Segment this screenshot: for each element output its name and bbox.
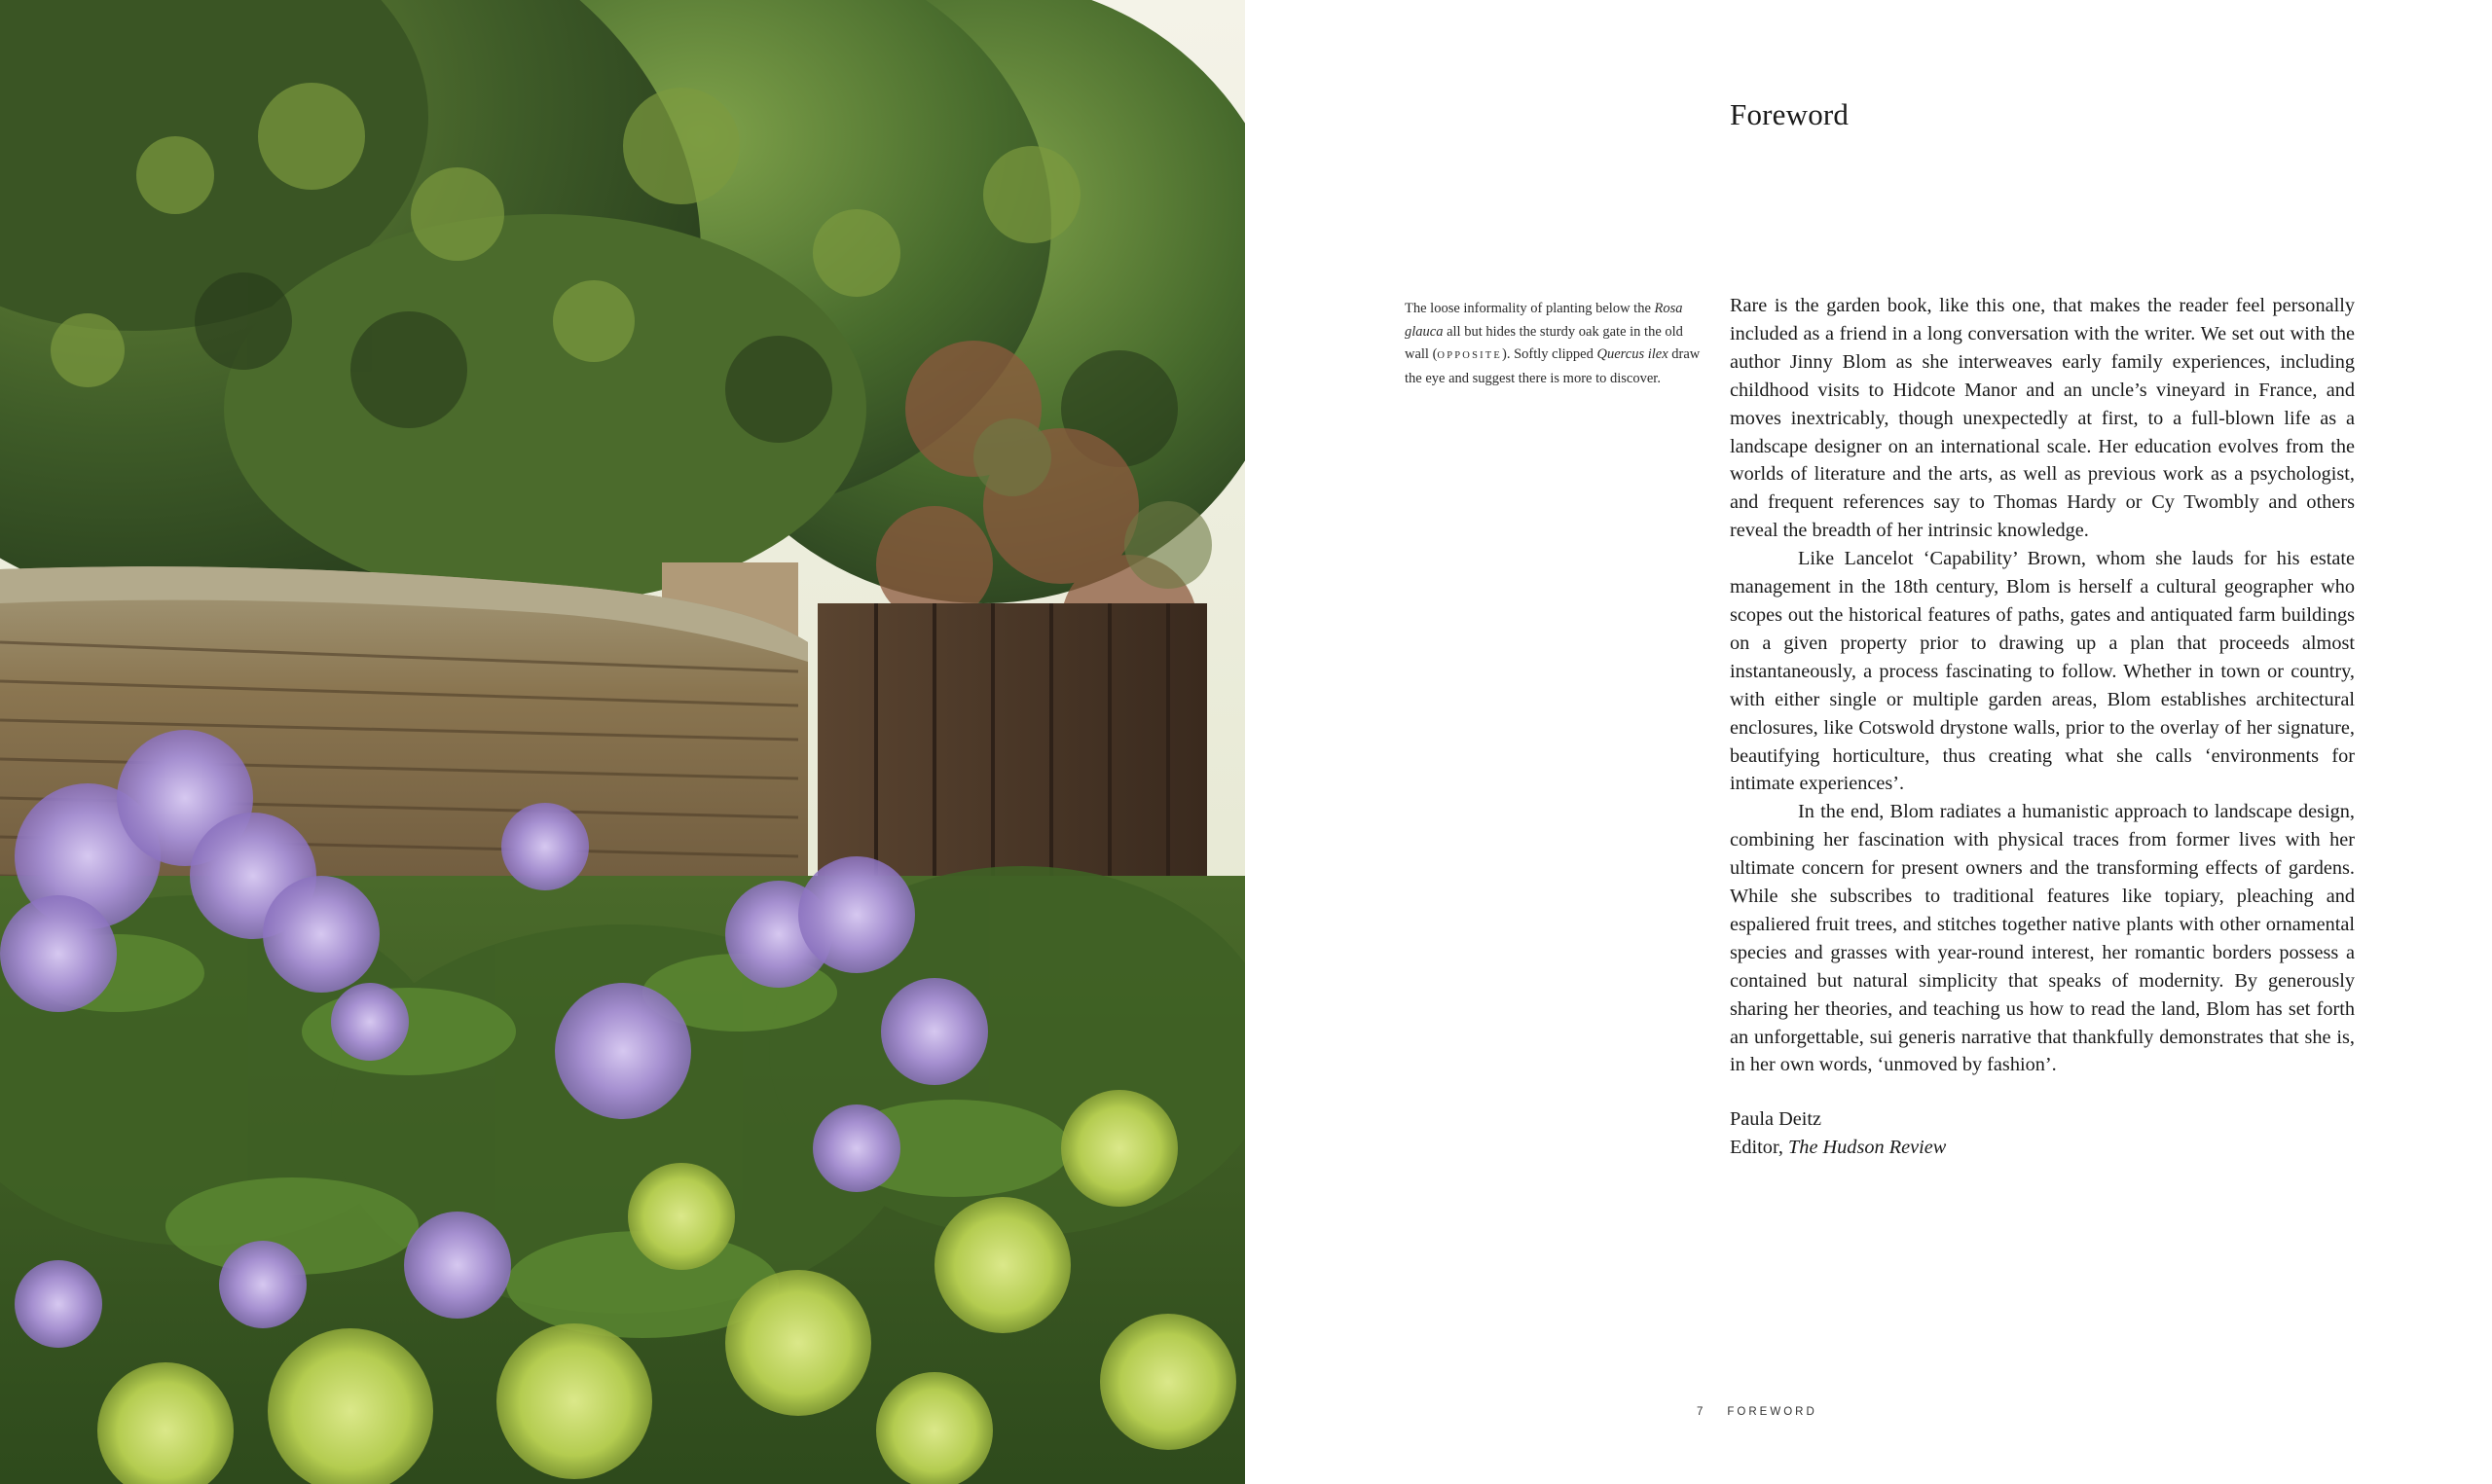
paragraph-2: Like Lancelot ‘Capability’ Brown, whom she lauds for his estate management in the 18th century, Blom is herself a cultural geographer who scopes out the historical features of paths, gates and antiquated farm buildings on a given property prior to drawing up a plan that proceeds almost instantaneously, a process fascinating to follow. Whether in town or country, with either single or multiple garden areas, Blom establishes architectural enclosures, like Cotswold drystone walls, prior to the overlay of her signature, beautifying horticulture, thus creating what she calls ‘environments for intimate experiences’. [1730, 548, 2355, 795]
author-name: Paula Deitz [1730, 1108, 1822, 1130]
author-role: Editor, The Hudson Review [1730, 1137, 1947, 1158]
running-head: FOREWORD [1727, 1406, 1817, 1418]
foreword-page [1245, 0, 2492, 1484]
page-title: Foreword [1730, 97, 1850, 131]
page-number: 7 [1697, 1406, 1706, 1418]
page-footer [1697, 1406, 1817, 1418]
signature [1730, 1105, 1946, 1162]
paragraph-1: Rare is the garden book, like this one, that makes the reader feel personally included as a friend in a long conversation with the writer. We set out with the author Jinny Blom as she interweaves early family experiences, including childhood visits to Hidcote Manor and an uncle’s vineyard in France, and moves inextricably, though unexpectedly at first, to a full-blown life as a landscape designer on an international scale. Her education evolves from the worlds of literature and the arts, as well as previous work as a psychologist, and frequent references say to Thomas Hardy or Cy Twombly and others reveal the breadth of her intrinsic knowledge. [1730, 295, 2355, 542]
photo-caption: The loose informality of planting below the Rosa glauca all but hides the sturdy oak gate in the old wall (OPPOSITE). Softly clipped Quercus ilex draw the eye and suggest there is more to discover. [1405, 301, 1701, 386]
paragraph-3: In the end, Blom radiates a humanistic approach to landscape design, combining her fascination with physical traces from former lives with her ultimate concern for present owners and the transforming effects of gardens. While she subscribes to traditional features like topiary, pleaching and espaliered fruit trees, and stitches together native plants with other ornamental species and grasses with year-round interest, her romantic borders possess a contained but natural simplicity that speaks of modernity. By generously sharing her theories, and teaching us how to read the land, Blom has set forth an unforgettable, sui generis narrative that thankfully demonstrates that she is, in her own words, ‘unmoved by fashion’. [1730, 801, 2355, 1076]
garden-photo [0, 0, 1245, 1484]
garden-photo-illustration [0, 0, 1245, 1484]
foreword-body [1730, 292, 2355, 1079]
publication-title: The Hudson Review [1788, 1137, 1947, 1158]
